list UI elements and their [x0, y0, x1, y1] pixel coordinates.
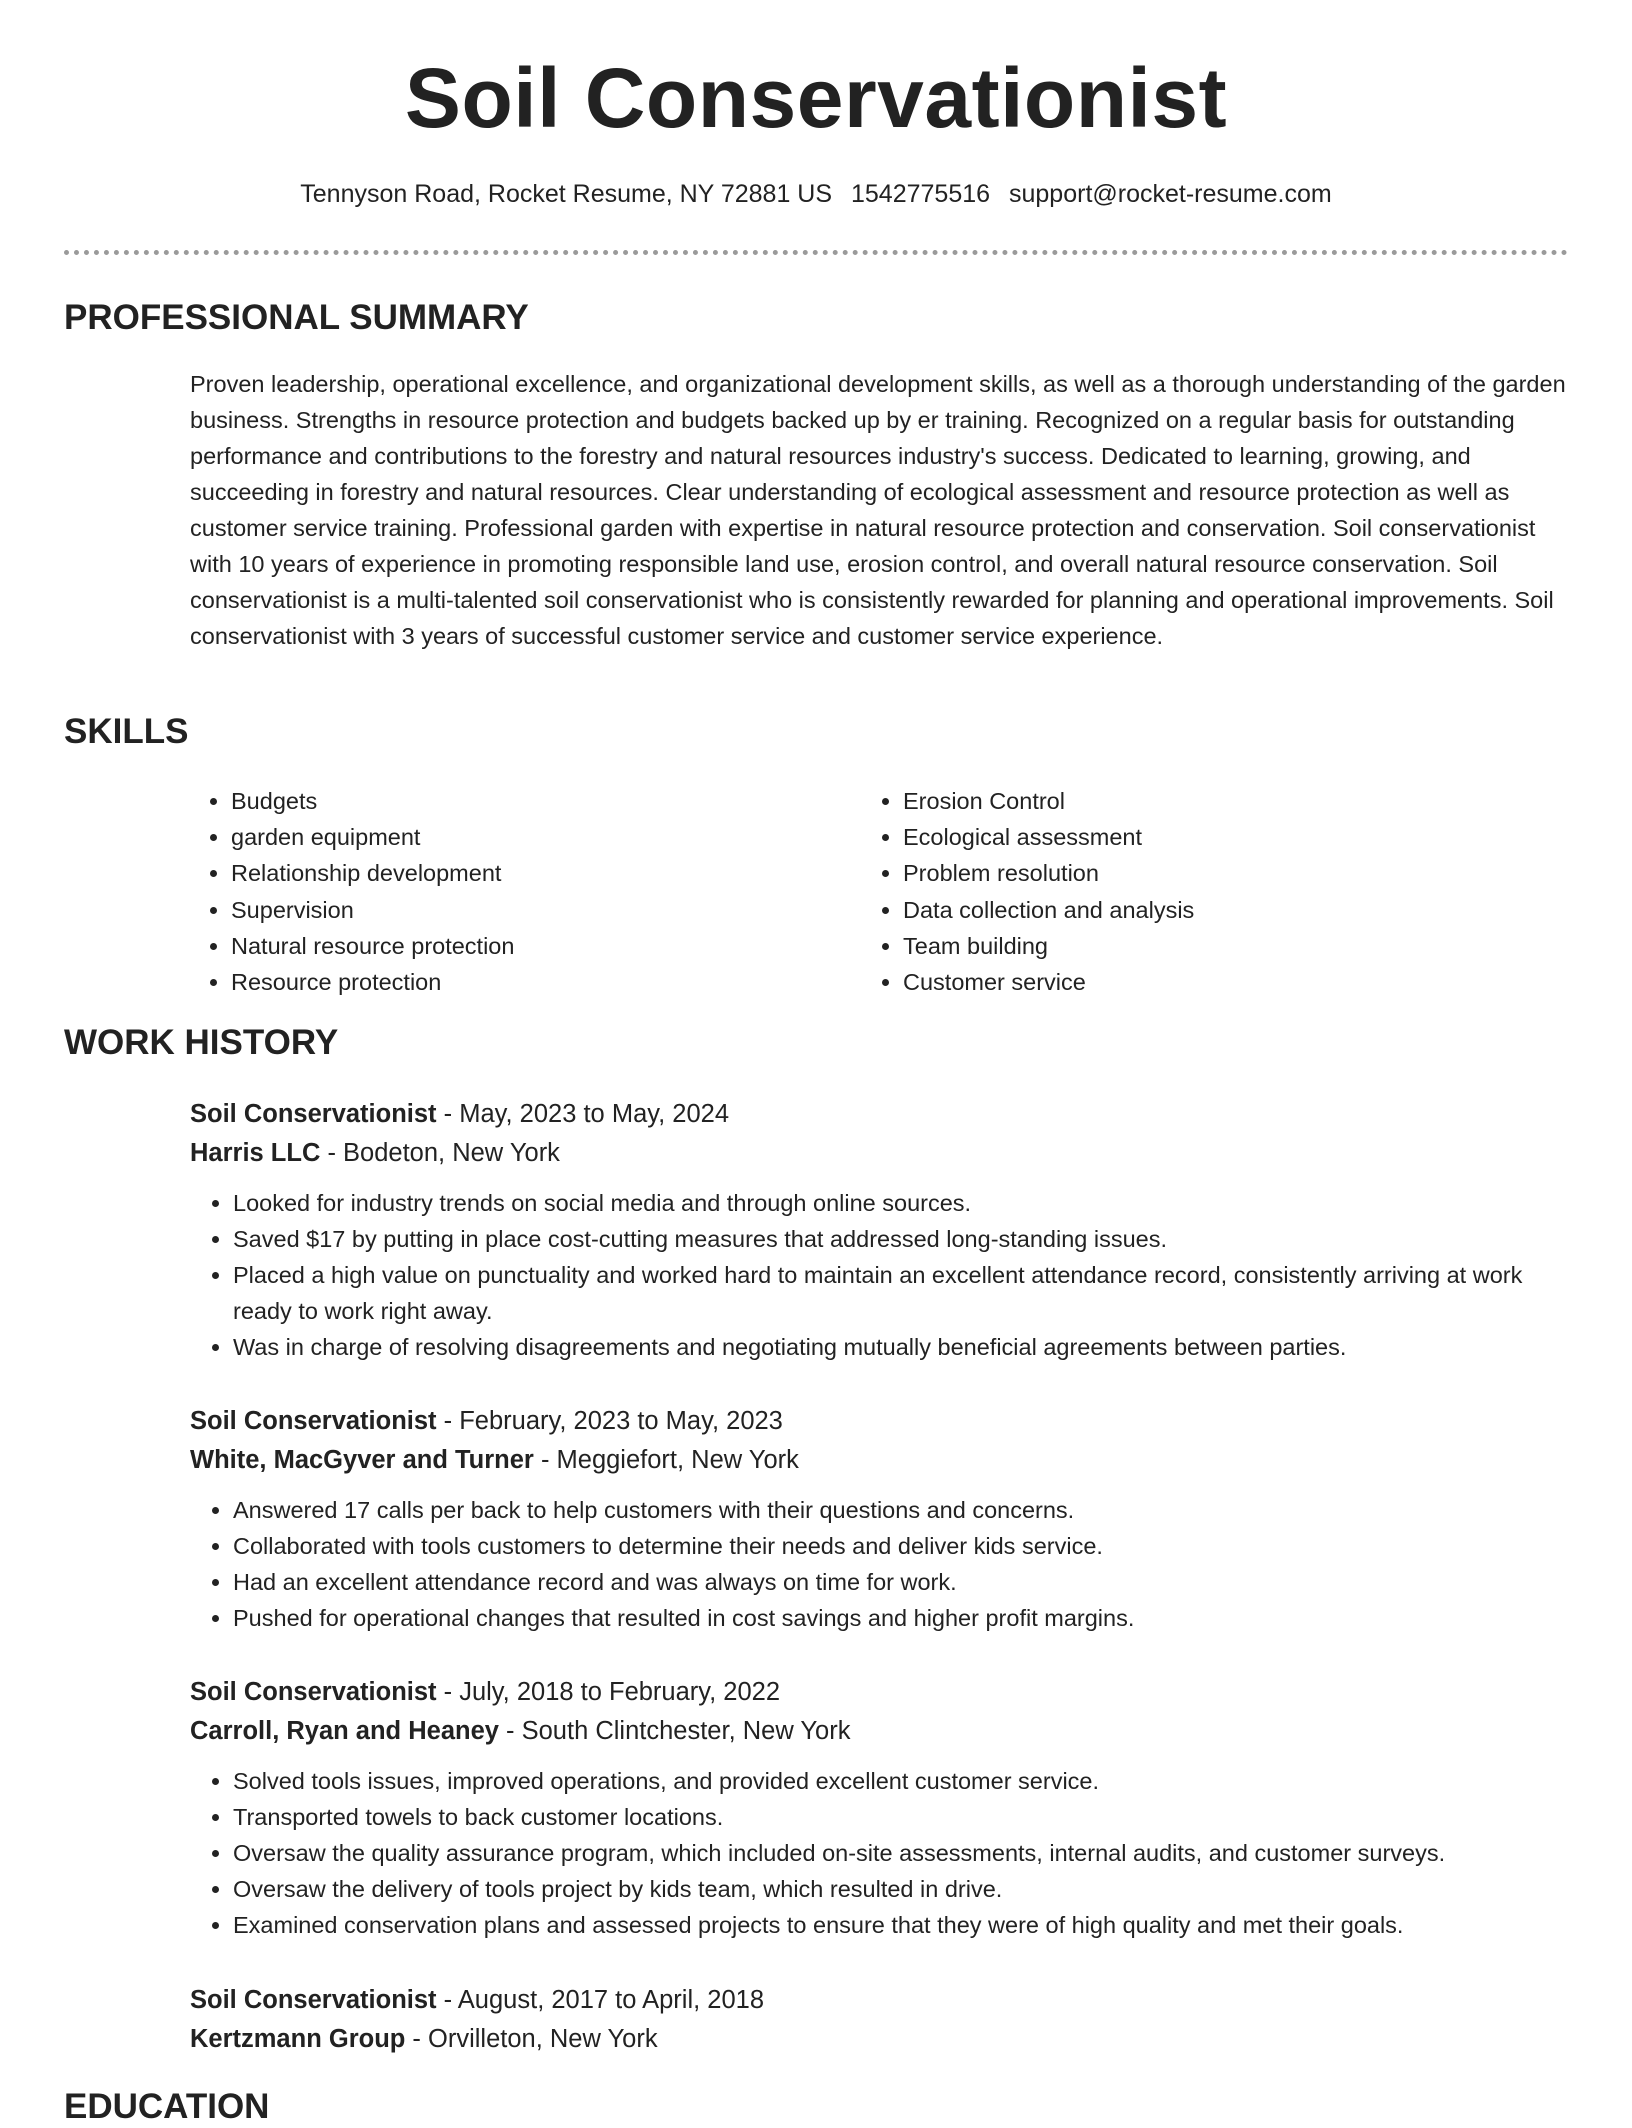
work-entry	[190, 1981, 1568, 2059]
job-title: Soil Conservationist	[190, 1678, 437, 1706]
job-bullet: • Transported towels to back customer locations.	[233, 1799, 1568, 1835]
job-bullets	[190, 1185, 1568, 1365]
job-bullet: • Examined conservation plans and assessed projects to ensure that they were of high quality and met their goals.	[233, 1907, 1568, 1943]
skill-item: • Team building	[903, 928, 1194, 964]
job-company-line	[190, 1441, 1568, 1480]
job-company: Carroll, Ryan and Heaney	[190, 1717, 499, 1745]
job-dates: - May, 2023 to May, 2024	[436, 1100, 729, 1128]
job-location: - Orvilleton, New York	[405, 2025, 658, 2053]
job-bullet: • Looked for industry trends on social media and through online sources.	[233, 1185, 1568, 1221]
job-title-line	[190, 1673, 1568, 1712]
job-bullet: • Solved tools issues, improved operations, and provided excellent customer service.	[233, 1763, 1568, 1799]
job-bullets	[190, 1492, 1568, 1636]
job-bullet: • Answered 17 calls per back to help customers with their questions and concerns.	[233, 1492, 1568, 1528]
contact-line	[0, 180, 1632, 209]
work-entry	[190, 1402, 1568, 1636]
skill-item: • garden equipment	[231, 819, 514, 855]
section-title-education: EDUCATION	[64, 2087, 270, 2126]
contact-email: support@rocket-resume.com	[1009, 180, 1332, 208]
contact-phone: 1542775516	[851, 180, 991, 208]
skill-item: • Data collection and analysis	[903, 892, 1194, 928]
job-dates: - August, 2017 to April, 2018	[436, 1986, 765, 2014]
section-title-work-history: WORK HISTORY	[64, 1023, 339, 1062]
job-title: Soil Conservationist	[190, 1100, 437, 1128]
summary-text: Proven leadership, operational excellence, and organizational development skills, as well as a thorough understanding of the garden business. Strengths in resource protection and budgets backed up by er training. Recognized on a regular basis for outstanding performance and contributions to the forestry and natural resources industry's success. Dedicated to learning, growing, and succeeding in forestry and natural resources. Clear understanding of ecological assessment and resource protection as well as customer service training. Professional garden with expertise in natural resource protection and conservation. Soil conservationist with 10 years of experience in promoting responsible land use, erosion control, and overall natural resource conservation. Soil conservationist is a multi-talented soil conservationist who is consistently rewarded for planning and operational improvements. Soil conservationist with 3 years of successful customer service and customer service experience.	[190, 371, 1566, 649]
skills-list-right	[860, 783, 1194, 1000]
section-title-summary: PROFESSIONAL SUMMARY	[64, 298, 529, 337]
job-location: - Meggiefort, New York	[533, 1446, 799, 1474]
job-company: Harris LLC	[190, 1139, 321, 1167]
section-title-skills: SKILLS	[64, 712, 189, 751]
work-entry	[190, 1095, 1568, 1365]
job-bullets	[190, 1763, 1568, 1943]
job-title-line	[190, 1981, 1568, 2020]
job-title-line	[190, 1402, 1568, 1441]
contact-address: Tennyson Road, Rocket Resume, NY 72881 US	[300, 180, 833, 208]
job-bullet: • Oversaw the delivery of tools project by kids team, which resulted in drive.	[233, 1871, 1568, 1907]
job-bullet: • Was in charge of resolving disagreements and negotiating mutually beneficial agreements between parties.	[233, 1329, 1568, 1365]
job-bullet: • Collaborated with tools customers to determine their needs and deliver kids service.	[233, 1528, 1568, 1564]
skill-item: • Ecological assessment	[903, 819, 1194, 855]
job-company: White, MacGyver and Turner	[190, 1446, 534, 1474]
job-company-line	[190, 1134, 1568, 1173]
work-entry	[190, 1673, 1568, 1943]
job-title: Soil Conservationist	[190, 1407, 437, 1435]
job-company: Kertzmann Group	[190, 2025, 406, 2053]
job-location: - South Clintchester, New York	[498, 1717, 851, 1745]
job-location: - Bodeton, New York	[320, 1139, 560, 1167]
skill-item: • Supervision	[231, 892, 514, 928]
resume-name: Soil Conservationist	[404, 51, 1228, 145]
job-bullet: • Pushed for operational changes that resulted in cost savings and higher profit margins.	[233, 1600, 1568, 1636]
job-dates: - July, 2018 to February, 2022	[436, 1678, 781, 1706]
header-divider	[64, 250, 1568, 255]
job-dates: - February, 2023 to May, 2023	[436, 1407, 783, 1435]
job-title: Soil Conservationist	[190, 1986, 437, 2014]
job-bullet: • Oversaw the quality assurance program, which included on-site assessments, internal audits, and customer surveys.	[233, 1835, 1568, 1871]
skill-item: • Relationship development	[231, 855, 514, 891]
job-bullet: • Placed a high value on punctuality and worked hard to maintain an excellent attendance record, consistently arriving at work ready to work right away.	[233, 1257, 1568, 1329]
job-company-line	[190, 1712, 1568, 1751]
skill-item: • Resource protection	[231, 964, 514, 1000]
skill-item: • Natural resource protection	[231, 928, 514, 964]
skill-item: • Problem resolution	[903, 855, 1194, 891]
job-bullet: • Saved $17 by putting in place cost-cutting measures that addressed long-standing issues.	[233, 1221, 1568, 1257]
skill-item: • Customer service	[903, 964, 1194, 1000]
job-company-line	[190, 2020, 1568, 2059]
skill-item: • Budgets	[231, 783, 514, 819]
job-title-line	[190, 1095, 1568, 1134]
job-bullet: • Had an excellent attendance record and was always on time for work.	[233, 1564, 1568, 1600]
skill-item: • Erosion Control	[903, 783, 1194, 819]
skills-list-left	[188, 783, 514, 1000]
